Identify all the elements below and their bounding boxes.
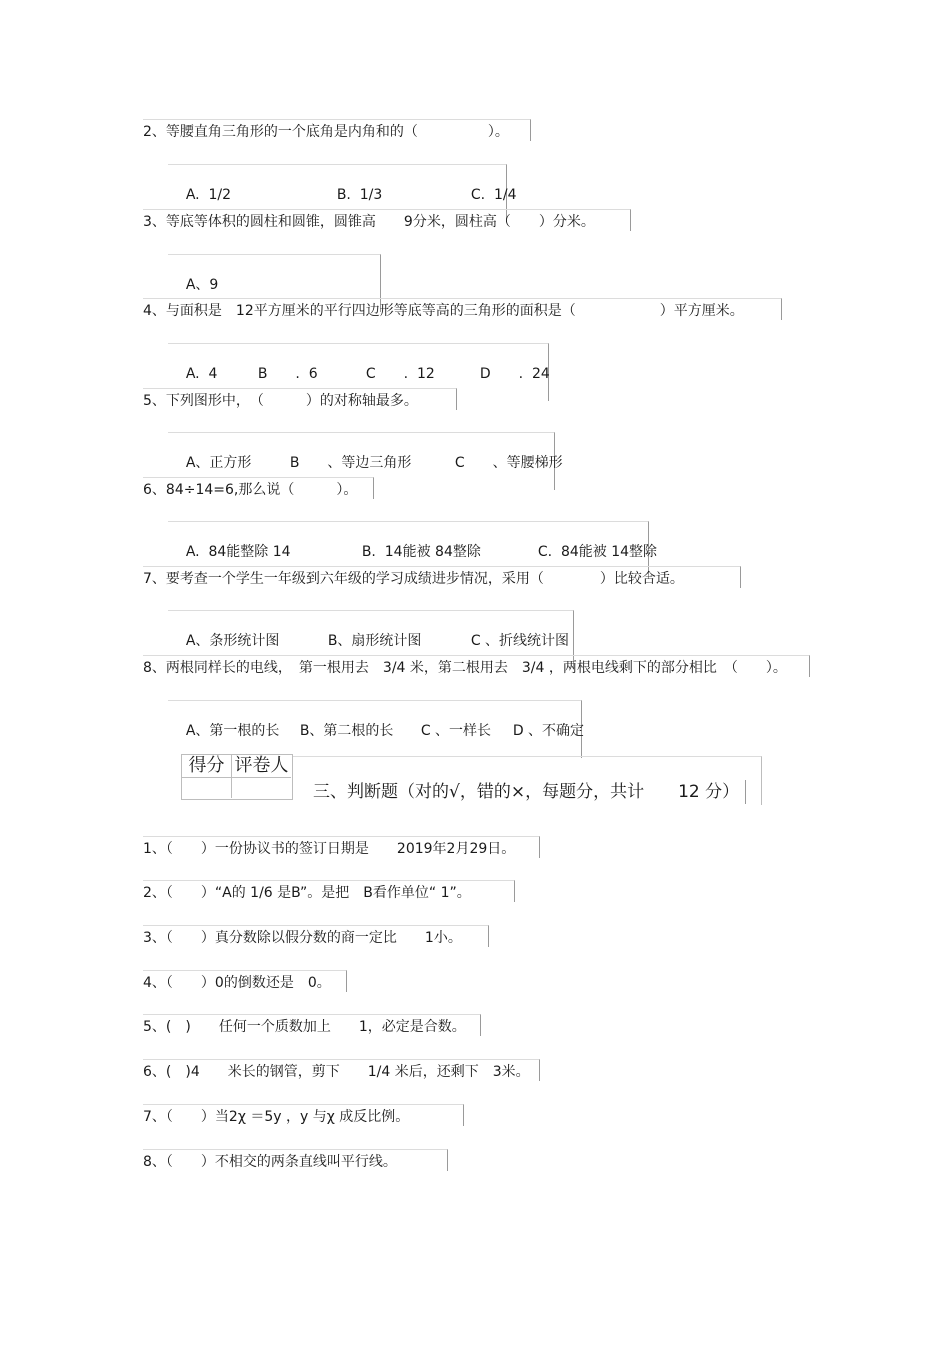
option-b: B. 1/3 (336, 187, 383, 203)
option-a: A、正方形 (185, 455, 252, 471)
score-table (181, 754, 293, 800)
option-a: A、第一根的长 (185, 723, 280, 739)
judge-question-3: 3、（ ）真分数除以假分数的商一定比 1小。 (143, 925, 489, 947)
judge-question-5: 5、( ) 任何一个质数加上 1，必定是合数。 (143, 1014, 481, 1036)
option-d: D . 24 (479, 366, 550, 382)
score-label: 得分 (182, 755, 232, 778)
question-6: 6、84÷14=6,那么说（ ）。 (143, 477, 374, 499)
option-b: B. 14能被 84整除 (361, 544, 481, 560)
question-2: 2、等腰直角三角形的一个底角是内角和的（ ）。 (143, 119, 531, 141)
section-title: 三、判断题（对的√，错的×，每题分，共计 12 分） (313, 780, 746, 804)
judge-question-4: 4、（ ）0的倒数还是 0。 (143, 970, 347, 992)
option-c: C 、折线统计图 (470, 633, 570, 649)
question-4: 4、与面积是 12平方厘米的平行四边形等底等高的三角形的面积是（ ）平方厘米。 (143, 298, 782, 320)
judge-question-7: 7、（ ）当2χ ＝5y ，y 与χ 成反比例。 (143, 1104, 464, 1126)
option-b: B 、等边三角形 (289, 455, 412, 471)
option-a: A. 4 (185, 366, 218, 382)
judge-question-1: 1、（ ）一份协议书的签订日期是 2019年2月29日。 (143, 836, 540, 858)
option-b: B . 6 (257, 366, 318, 382)
option-b: B、扇形统计图 (327, 633, 422, 649)
question-8-options (168, 700, 585, 758)
option-c: C. 84能被 14整除 (537, 544, 658, 560)
question-5: 5、下列图形中， （ ）的对称轴最多。 (143, 388, 457, 410)
option-a: A. 84能整除 14 (185, 544, 291, 560)
grader-label: 评卷人 (232, 755, 291, 778)
option-a: A、条形统计图 (185, 633, 280, 649)
option-a: A. 1/2 (185, 187, 232, 203)
judge-question-8: 8、（ ）不相交的两条直线叫平行线。 (143, 1149, 448, 1171)
option-c: C . 12 (365, 366, 435, 382)
option-c: C. 1/4 (470, 187, 517, 203)
judge-question-6: 6、( )4 米长的钢管，剪下 1/4 米后，还剩下 3米。 (143, 1059, 540, 1081)
score-cell (182, 778, 232, 798)
option-b: B、第二根的长 (299, 723, 394, 739)
question-3: 3、等底等体积的圆柱和圆锥，圆锥高 9分米，圆柱高（ ）分米。 (143, 209, 631, 231)
question-7: 7、要考查一个学生一年级到六年级的学习成绩进步情况，采用（ ）比较合适。 (143, 566, 741, 588)
option-c: C 、一样长 (420, 723, 492, 739)
option-d: D 、不确定 (512, 723, 585, 739)
judge-question-2: 2、（ ）“A的 1/6 是B”。是把 B看作单位“ 1”。 (143, 880, 515, 902)
option-c: C 、等腰梯形 (454, 455, 563, 471)
option-a: A、9 (185, 277, 219, 293)
grader-cell (232, 778, 291, 798)
question-8: 8、两根同样长的电线， 第一根用去 3/4 米，第二根用去 3/4 ，两根电线剩下的部分相比 （ ）。 (143, 655, 810, 677)
